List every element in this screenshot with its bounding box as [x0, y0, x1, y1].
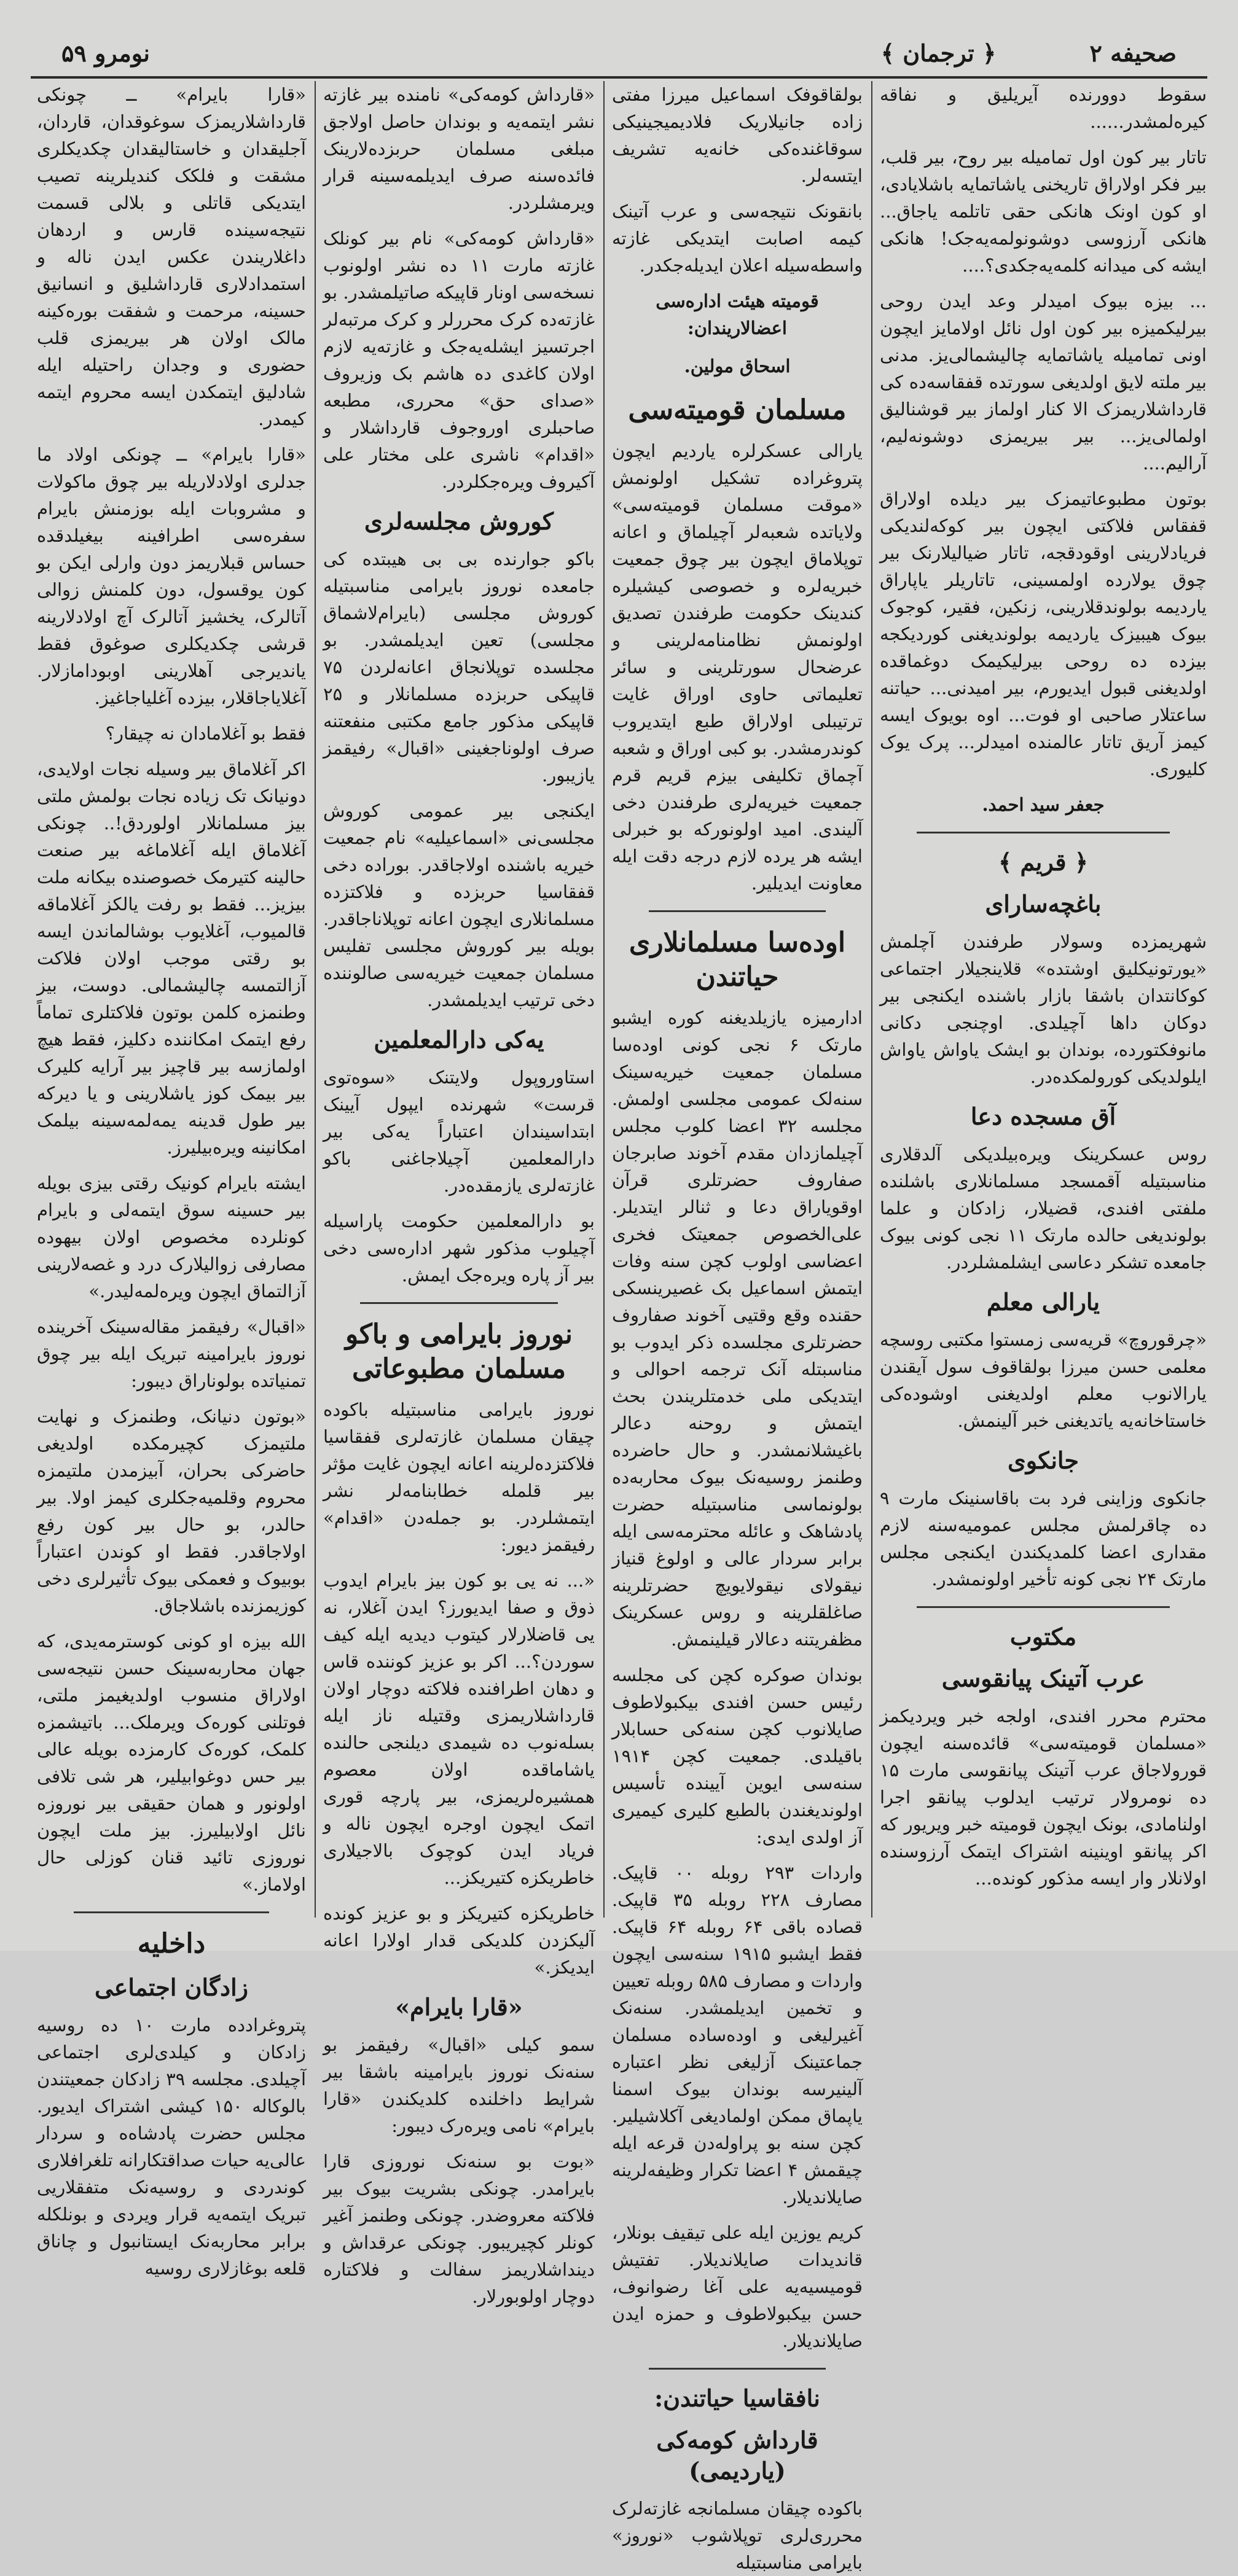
- article-heading: کوروش مجلسه‌لری: [364, 507, 554, 535]
- article-heading: «قارا بایرام»: [395, 1993, 523, 2021]
- article-heading: اوده‌سا مسلمانلاری حیاتندن: [629, 927, 846, 993]
- paragraph: سمو کیلی «اقبال» رفیقمز بو سنه‌نک نوروز بایرامینه باشقا بیر شرایط داخلنده کلدیکندن «قارا بایرام» نامی ویره‌رک دیبور:: [323, 2034, 595, 2136]
- paragraph: بولقاقوفک اسماعیل میرزا مفتی زاده جانیلاریک فلادیمیجینیکی سوقاغنده‌کی خانه‌یه تشریف ایتسه‌لر.: [612, 84, 863, 186]
- paragraph: محترم محرر افندی، اولجه خبر ویردیکمز «مسلمان قومیته‌سی» قائده‌سنه ایچون قورولاجاق عرب آتینک پیانقوسی مارت ۱۵ ده نومرولار ترتیب ایدلوب پیانقو اجرا اولنامادی، بونک ایچون قومیته خبر ویریور که اکر پیانقو اوینینه اشتراک ایتمک آرزوسنده اولانلار وار ایسه مذکور کونده...: [880, 1706, 1207, 1889]
- article-heading: عرب آتینک پیانقوسی: [941, 1665, 1145, 1692]
- author-signature: اسحاق مولین.: [684, 356, 791, 377]
- paragraph: «قارا بایرام» ــ چونکی اولاد ما جدلری اولادلاریله بیر چوق ماکولات و مشروبات ایله بوزمنش بایرام سفره‌سی اطرافینه بیغیلدقده حساس قبلاریمز دون وارلی ایکن بو کون یوقسول، دون کلمنش زوالی آتالرک، یخشیز آتالرک آچ اولادلارینه قرشی چکدیکلری صوغوق فقط یاندیرجی آهلارینی اوبودامازلار. آغلایاجاقلار، بیزده آغلیاجاغیز.: [37, 444, 306, 708]
- article-heading: نوروز بایرامی و باکو مسلمان مطبوعاتی: [345, 1319, 573, 1384]
- paragraph: کریم یوزین ایله علی تیقیف بونلار، قاندیدات صایلاندیلار. تفتیش قومیسیه‌یه علی آغا رضوانوف، حسن بیکبولاطوف و حمزه ایدن صایلاندیلار.: [612, 2222, 863, 2351]
- paragraph: الله بیزه او کونی کوسترمه‌یدی، که جهان محاربه‌سینک حسن نتیجه‌سی اولاراق منسوب اولدیغیمز ملتی، فوتلنی کوره‌ک ویرملک... باتیشمزه کلمک، کوره‌ک کارمزده بویله عالی بیر حس دوغوابیلیر، هر شی تلافی اولونور و همان حقیقی بیر نوروزه نائل اولابیلیرز. بیز ملت ایچون نوروزی تائید قنان کوزلی حال اولاماز.»: [37, 1631, 306, 1895]
- paragraph: جانکوی وزاینی فرد بت باقاسنینک مارت ۹ ده چاقرلمش مجلس عمومیه‌سنه لازم مقداری اعضا کلمدیکندن ایکنجی مجلس مارتک ۲۴ نجی کونه تأخیر اولونمشدر.: [880, 1488, 1207, 1590]
- header-rule: [31, 76, 1207, 79]
- signature-line: قومیته هیئت اداره‌سی اعضالاریندان:: [656, 291, 819, 338]
- paragraph: ایشته بایرام کونیک رقتی بیزی بویله بیر حسینه سوق ایتمه‌لی و بایرام کونلرده مخصوص اولان بیهوده مصارفی زوالیلارک درد و غصه‌لارینی آزالتماق ایچون ویره‌لمه‌لیدر.»: [37, 1173, 306, 1302]
- article-heading: جانکوی: [1007, 1446, 1079, 1474]
- paragraph: «چرقوروچ» قریه‌سی زمستوا مکتبی روسچه معلمی حسن میرزا بولقاقوف سول آیقندن یارالانوب معلم اولدیغنی اوشوده‌کی خاستاخانه‌یه یاتدیغنی خبر آلینمش.: [880, 1329, 1207, 1431]
- paragraph: اکر آغلاماق بیر وسیله نجات اولایدی، دونیانک تک زیاده نجات بولمش ملتی بیز مسلمانلار اولوردق!.. چونکی آغلاماق ایله آغلاماغه بیر صنعت حالینه کتیرمک خصوصنده بیکانه ملت بیزیز... فقط بو رفت یالکز آغلاماقه قالمیوب، آغلایوب بوشالماندن ایسه بو رقتی موجب اولان فلاکت آزالتمسه چالیشمالی. دوست، بیز وطنمزه کلمن بوتون فلاکتلری تماماً رفع ایتمک امکاننده دکلیز، فقط هیچ اولمازسه بیر قاچیز بیر آرایه کلیرک بیر بیمک کوز یاشلارینی و یا دیرکه بیر طول قدینه یمه‌لمه‌سینه بیلمک امکانینه ویره‌بیلیرز.: [37, 759, 306, 1158]
- paragraph: خاطریکزه کتیریکز و بو عزیز کونده آلیکزدن کلدیکی قدار اولارا اعانه ایدیکز.»: [323, 1903, 595, 1978]
- issue-number: نومرو ۵۹: [61, 39, 150, 67]
- section-heading-domestic: داخلیه: [137, 1928, 206, 1959]
- paragraph: «... نه یی بو کون بیز بایرام ایدوب ذوق و صفا ایدیورز؟ ایدن آغلار، نه یی قاضلارلار کیتوب دیدیه ایله کیف سوردن؟... اکر بو عزیز کوننده قاس و دهان اطرافنده فلاکته دوچار اولان قارداشلاریمزی وقتیله ناز ایله بسله‌نوب ده شیمدی دیلنجی حالنده یاشاماقده اولان معصوم همشیره‌لریمزی، بیر پارچه قوری اتمک ایچون اوجره ایچون ناله و فریاد ایدن کوچوک بالاجیلاری خاطریکزه کتیریکز...: [323, 1570, 595, 1888]
- paragraph: پتروغرادده مارت ۱۰ ده روسیه زادکان و کیلدی‌لری اجتماعی آچیلدی. مجلسه ۳۹ زادکان جمعیتندن بالوکاله ۱۵۰ کیشی اشتراک ایدیور. مجلس حضرت پادشاه‌ه و سردار عالی‌یه حیات صداقتکارانه تلغرافلاری کوندردی و روسیه‌نک متفقلاریی تبریک ایتمه‌یه قرار ویردی و بونلکله برابر محاربه‌نک ایستانبول و چاناق قلعه بوغازلاری روسیه: [37, 2015, 306, 2279]
- section-divider: [74, 1911, 269, 1913]
- paragraph: فقط بو آغلامادان نه چیقار؟: [105, 723, 306, 744]
- section-divider: [917, 1606, 1170, 1608]
- paragraph: یارالی عسکرلره یاردیم ایچون پتروغراده تشکیل اولونمش «موقت مسلمان قومیته‌سی» ولایاتده شعبه‌لر آچیلماق و اعانه توپلاماق ایچون بیر چوق جمعیت خبریه‌لره و خصوصی کیشیلره کندینک حکومت طرفندن تصدیق اولونمش نظامنامه‌لرینی و عرضحال سورتلرینی و سائر تعلیماتی حاوی اوراق غایت ترتیبلی اولاراق طبع ایتدیروب کوندرمشدر. بو کبی اوراق و شعبه آچماق تکلیفی بیزم قریم قرم جمعیت خیریه‌لری طرفندن دخی آلیندی. امید اولونورکه بو خبرلی ایشه هر یرده لازم درجه دقت ایله معاونت ایدیلیر.: [612, 440, 863, 894]
- paragraph: بوندان صوکره کچن کی مجلسه رئیس حسن افندی بیکبولاطوف صایلانوب کچن سنه‌کی حسابلار باقیلدی. جمعیت کچن ۱۹۱۴ سنه‌سی ایوین آیینده تأسیس اولوندیغندن بالطبع کلیری کیمیری آز اولدی ایدی:: [612, 1665, 863, 1848]
- column-2: [603, 81, 871, 2573]
- paragraph: تاتار بیر کون اول تمامیله بیر روح، بیر قلب، بیر فکر اولاراق تاریخنی یاشاتمایه باشلایادی، او کون اونک هانکی حقی تاتلمه یاجاق... هانکی آرزوسی دوشونولمه‌یه‌جک! هانکی ایشه کی میدانه کلمه‌یه‌جکدی؟....: [880, 147, 1207, 276]
- paragraph: سقوط دوورنده آیریلیق و نفاقه کیره‌لمشدر......: [880, 84, 1207, 132]
- paragraph: «بوت بو سنه‌نک نوروزی قارا بایرامدر. چونکی بشریت بیوک بیر فلاکته معروضدر. چونکی وطنمز آغیر کونلر کچیریبور. چونکی عرقداش و دینداشلاریمز سفالت و فلاکتاره دوچار اولوبورلار.: [323, 2151, 595, 2307]
- article-heading: زادگان اجتماعی: [94, 1973, 249, 2001]
- paragraph: ادارمیزه یازیلدیغنه کوره ایشبو مارتک ۶ نجی کونی اوده‌سا مسلمان جمعیت خیریه‌سینک سنه‌لک عمومی مجلسی اولمش. مجلسه ۳۲ اعضا کلوب مجلس آچیلمازدان مقدم آخوند صابرجان صفاروف حضرتلری قرآن اوقویاراق دعا و ثنالر ایتدیلر. علی‌الخصوص جمعیتک فخری اعضاسی اولوب کچن سنه وفات ایتمش اسماعیل بک غصیرینسکی حقنده وقع وقتیی آخوند صفاروف حضرتلری مجلسده ذکر ایدوب بو مناسبتله آنک ترجمه احوالی و ایتدیکی ملی خدمتلریندن بحث ایتمش و روحنه دعالر باغیشلانمشدر. و حال حاضرده وطنمز روسیه‌نک بیوک محاربه‌ده بولونماسی مناسبتیله حضرت پادشاهک و عائله محترمه‌سی ایله برابر سردار عالی و اولوغ قنیاز نیقولای نیقولایویچ حضرتلرینه صاغلقلرینه و روس عسکرینک مظفریتنه دعالار قیلینمش.: [612, 1007, 863, 1650]
- masthead-title: ﴿ ترجمان ﴾: [880, 39, 997, 67]
- paragraph: باکو جوارنده بی بی هیبتده کی جامعده نوروز بایرامی مناسبتیله کوروش مجلسی (بایرام‌لاشماق مجلسی) تعین ایدیلمشدر. بو مجلسده توپلانجاق اعانه‌لردن ۷۵ قاپیکی حربزده مسلمانلار و ۲۵ قاپیکی مذکور جامع مکتبی منفعتنه صرف اولوناجغینی «اقبال» رفیقمز یازیبور.: [323, 548, 595, 786]
- section-heading-crimea: ﴿ قریم ﴾: [998, 848, 1088, 876]
- page-number: صحیفه ۲: [1089, 39, 1177, 67]
- article-heading: آق مسجده دعا: [970, 1103, 1116, 1130]
- article-heading: باغچه‌سارای: [985, 890, 1102, 918]
- article-heading: یه‌کی دارالمعلمین: [374, 1026, 544, 1053]
- paragraph: «بوتون دنیانک، وطنمزک و نهایت ملتیمزک کچیرمکده اولدیغی حاضرکی بحران، آبیزمدن ملتیمزه محروم وقلمیه‌جکلری کیمز اولا. بیر حالدر، بو حال بیر کون رفع اولاجاقدر. فقط او کوندن اعتباراً بوبیوک و فعمکی بیوک تأثیرلری دخی کوزیمزنده باشلاجاق.: [37, 1406, 306, 1616]
- paragraph: «قارداش کومه‌کی» نام بیر کونلک غازته مارت ۱۱ ده نشر اولونوب نسخه‌سی اونار قاپیکه صاتیلمشدر. بو غازته‌ده کرک محررلر و کرک مرتبه‌لر اجرتسیز ایشله‌یه‌جک و غازته‌یه لازم اولان کاغدی ده هاشم بک وزیروف «صدای حق» محرری، مطبعه صاحبلری اوروجوف قارداشلار و «اقدام» ناشری علی مختار علی آکیروف ویره‌جکلردر.: [323, 228, 595, 492]
- section-heading-letter: مکتوب: [1009, 1623, 1077, 1650]
- paragraph: روس عسکرینک ویره‌بیلدیکی آلدقلاری مناسبتیله آقمسجد مسلمانلاری باشلنده ملفتی افندی، قضیلار، زادکان و علما بولوندیغی حالده مارتک ۱۱ نجی کونی بیوک جامعده تشکر دعاسی ایشلمشلردر.: [880, 1144, 1207, 1273]
- paragraph: «قارا بایرام» ــ چونکی قارداشلاریمزک سوغوقدان، قاردان، آجلیقدان و خاستالیقدان چکدیکلری مشقت و فلکک کندیلرینه تصیب ایتدیکی قاتلی و بلالی قسمت نتیجه‌سینده قارس و اردهان داغلاریندن عکس ایدن ناله و استمدادلاری قارداشلیق و انسانیق حسینه، مرحمت و شفقت بوره‌کینه مالک اولان هر بیریمزی قلب حضوری و وجدان راحتیله ایله شادلیق ایتمکدن ایسه محروم ایتمه کیمدر.: [37, 84, 306, 429]
- article-heading: قارداش کومه‌کی (یاردیمی): [656, 2426, 818, 2484]
- section-divider: [649, 910, 826, 912]
- section-heading-caucasus: نافقاسیا حیاتندن:: [654, 2384, 820, 2412]
- paragraph: استاوروپول ولایتنک «سوه‌توی قرست» شهرنده ایپول آیینک ابتداسیندان اعتباراً یه‌کی بیر دارالمعلمین آچیلاجاغنی باکو غازته‌لری یازمقده‌در.: [323, 1067, 595, 1196]
- paragraph: بو دارالمعلمین حکومت پاراسیله آچیلوب مذکور شهر اداره‌سی دخی بیر آز پاره ویره‌جک ایمش.: [323, 1211, 595, 1286]
- paragraph: بوتون مطبوعاتیمزک بیر دیلده اولاراق قفقاس فلاکتی ایچون بیر کوکه‌لندیکی فریادلارینی اوقودقجه، تاتار ضیالیلارنک بیر چوق یولارده اولمسینی، تاتاریلر یاپاراق یاردیمه بولوندقلارینی، زنکین، فقیر، کوجوک بیوک هیبیزک یاردیمه بولوندیغنی کوردیکجه بیزده ده روحی بیرلیکیمک دوغماقده اولدیغنی قبول ایدیورم، بیر امیدنی... حیاتنه ساعتلار صاحبی او فوت... اوه بویوک ایسه کیمز آریق تاتار عالمنده امیدلر... پرک یوک کلیوری.: [880, 488, 1207, 779]
- article-heading: مسلمان قومیته‌سی: [628, 394, 847, 426]
- section-divider: [917, 832, 1170, 833]
- column-3: [315, 81, 603, 2307]
- paragraph: ... بیزه بیوک امیدلر وعد ایدن روحی بیرلیکمیزه بیر کون اول نائل اولامایز ایچون اونی تمامیله یاشاتمایه چالیشمالی‌یز. مدنی بیر ملته لایق اولدیغی سورتده قفقاسه‌ده کی قارداشلاریمزک الا کنار اولماز بیر قوشنالیق اولمالی‌یز... بیر بیریمزی دوشونه‌لیم، آرالیم....: [880, 291, 1207, 474]
- paragraph: نوروز بایرامی مناسبتیله باکوده چیقان مسلمان غازته‌لری قفقاسیا فلاکتزده‌لرینه اعانه ایچون غایت مؤثر بیر قلمله خطابنامه‌لر نشر ایتمشلردر. بو جمله‌دن «اقدام» رفیقمز دیور:: [323, 1399, 595, 1555]
- author-signature: جعفر سید احمد.: [982, 794, 1105, 815]
- paragraph: بانقونک نتیجه‌سی و عرب آتینک کیمه اصابت ایتدیکی غازته واسطه‌سیله اعلان ایدیله‌جکدر.: [612, 201, 863, 276]
- paragraph: «قارداش کومه‌کی» نامنده بیر غازته نشر ایتمه‌یه و بوندان حاصل اولاجق مبلغی مسلمان حربزده‌لارینک فائده‌سنه صرف ایدیلمه‌سینه قرار ویرمشلردر.: [323, 84, 595, 213]
- article-heading: یارالی معلم: [986, 1288, 1100, 1316]
- column-4: [28, 81, 315, 2279]
- page-header: [25, 36, 1213, 76]
- paragraph: «اقبال» رفیقمز مقاله‌سینک آخرینده نوروز بایرامینه تبریک ایله بیر چوق تمنیاتده بولوناراق دیبور:: [37, 1316, 306, 1391]
- paragraph: شهریمزده وسولار طرفندن آچلمش «یورتونیکلیق اوشتده» قلاینجیلار اجتماعی کوکانتدان باشقا بازار باشنده ایکنجی بیر دوکان داها آچیلدی. اوچنجی دکانی مانوفکتورده، بوندان بو ایشک یاواش یاواش ایلولدیکی کورولمکده‌در.: [880, 931, 1207, 1087]
- paragraph: ایکنجی بیر عمومی کوروش مجلسی‌نی «اسماعیلیه» نام جمعیت خیریه باشنده اولاجاقدر. بوراده دخی قفقاسیا حربزده و فلاکتزده مسلمانلاری ایچون اعانه توپلاناجاقدر. بویله بیر کوروش مجلسی تفلیس مسلمان جمعیت خیریه‌سی صالوننده دخی ترتیب ایدیلمشدر.: [323, 800, 595, 1010]
- section-divider: [360, 1302, 558, 1304]
- paragraph: باکوده چیقان مسلمانجه غازته‌لرک محرری‌لری توپلاشوب «نوروز» بایرامی مناسبتیله: [612, 2498, 863, 2573]
- column-1: [871, 81, 1215, 1918]
- paragraph: واردات ۲۹۳ روبله ۰۰ قاپیک. مصارف ۲۲۸ روبله ۳۵ قاپیک. قصاده باقی ۶۴ روبله ۶۴ قاپیک. فقط ایشبو ۱۹۱۵ سنه‌سی ایچون واردات و مصارف ۵۸۵ روبله تعیین و تخمین ایدیلمشدر. سنه‌نک آغیرلیغی و اوده‌ساده مسلمان جماعتینک آزلیغی نظر اعتباره آلینیرسه بوندان بیوک اسمنا یاپماق ممکن اولمادیغی آکلاشیلیر. کچن سنه بو پراوله‌دن قرعه ایله چیقمش ۴ اعضا تکرار وظیفه‌لرینه صایلاندیلار.: [612, 1862, 863, 2207]
- section-divider: [649, 2368, 826, 2370]
